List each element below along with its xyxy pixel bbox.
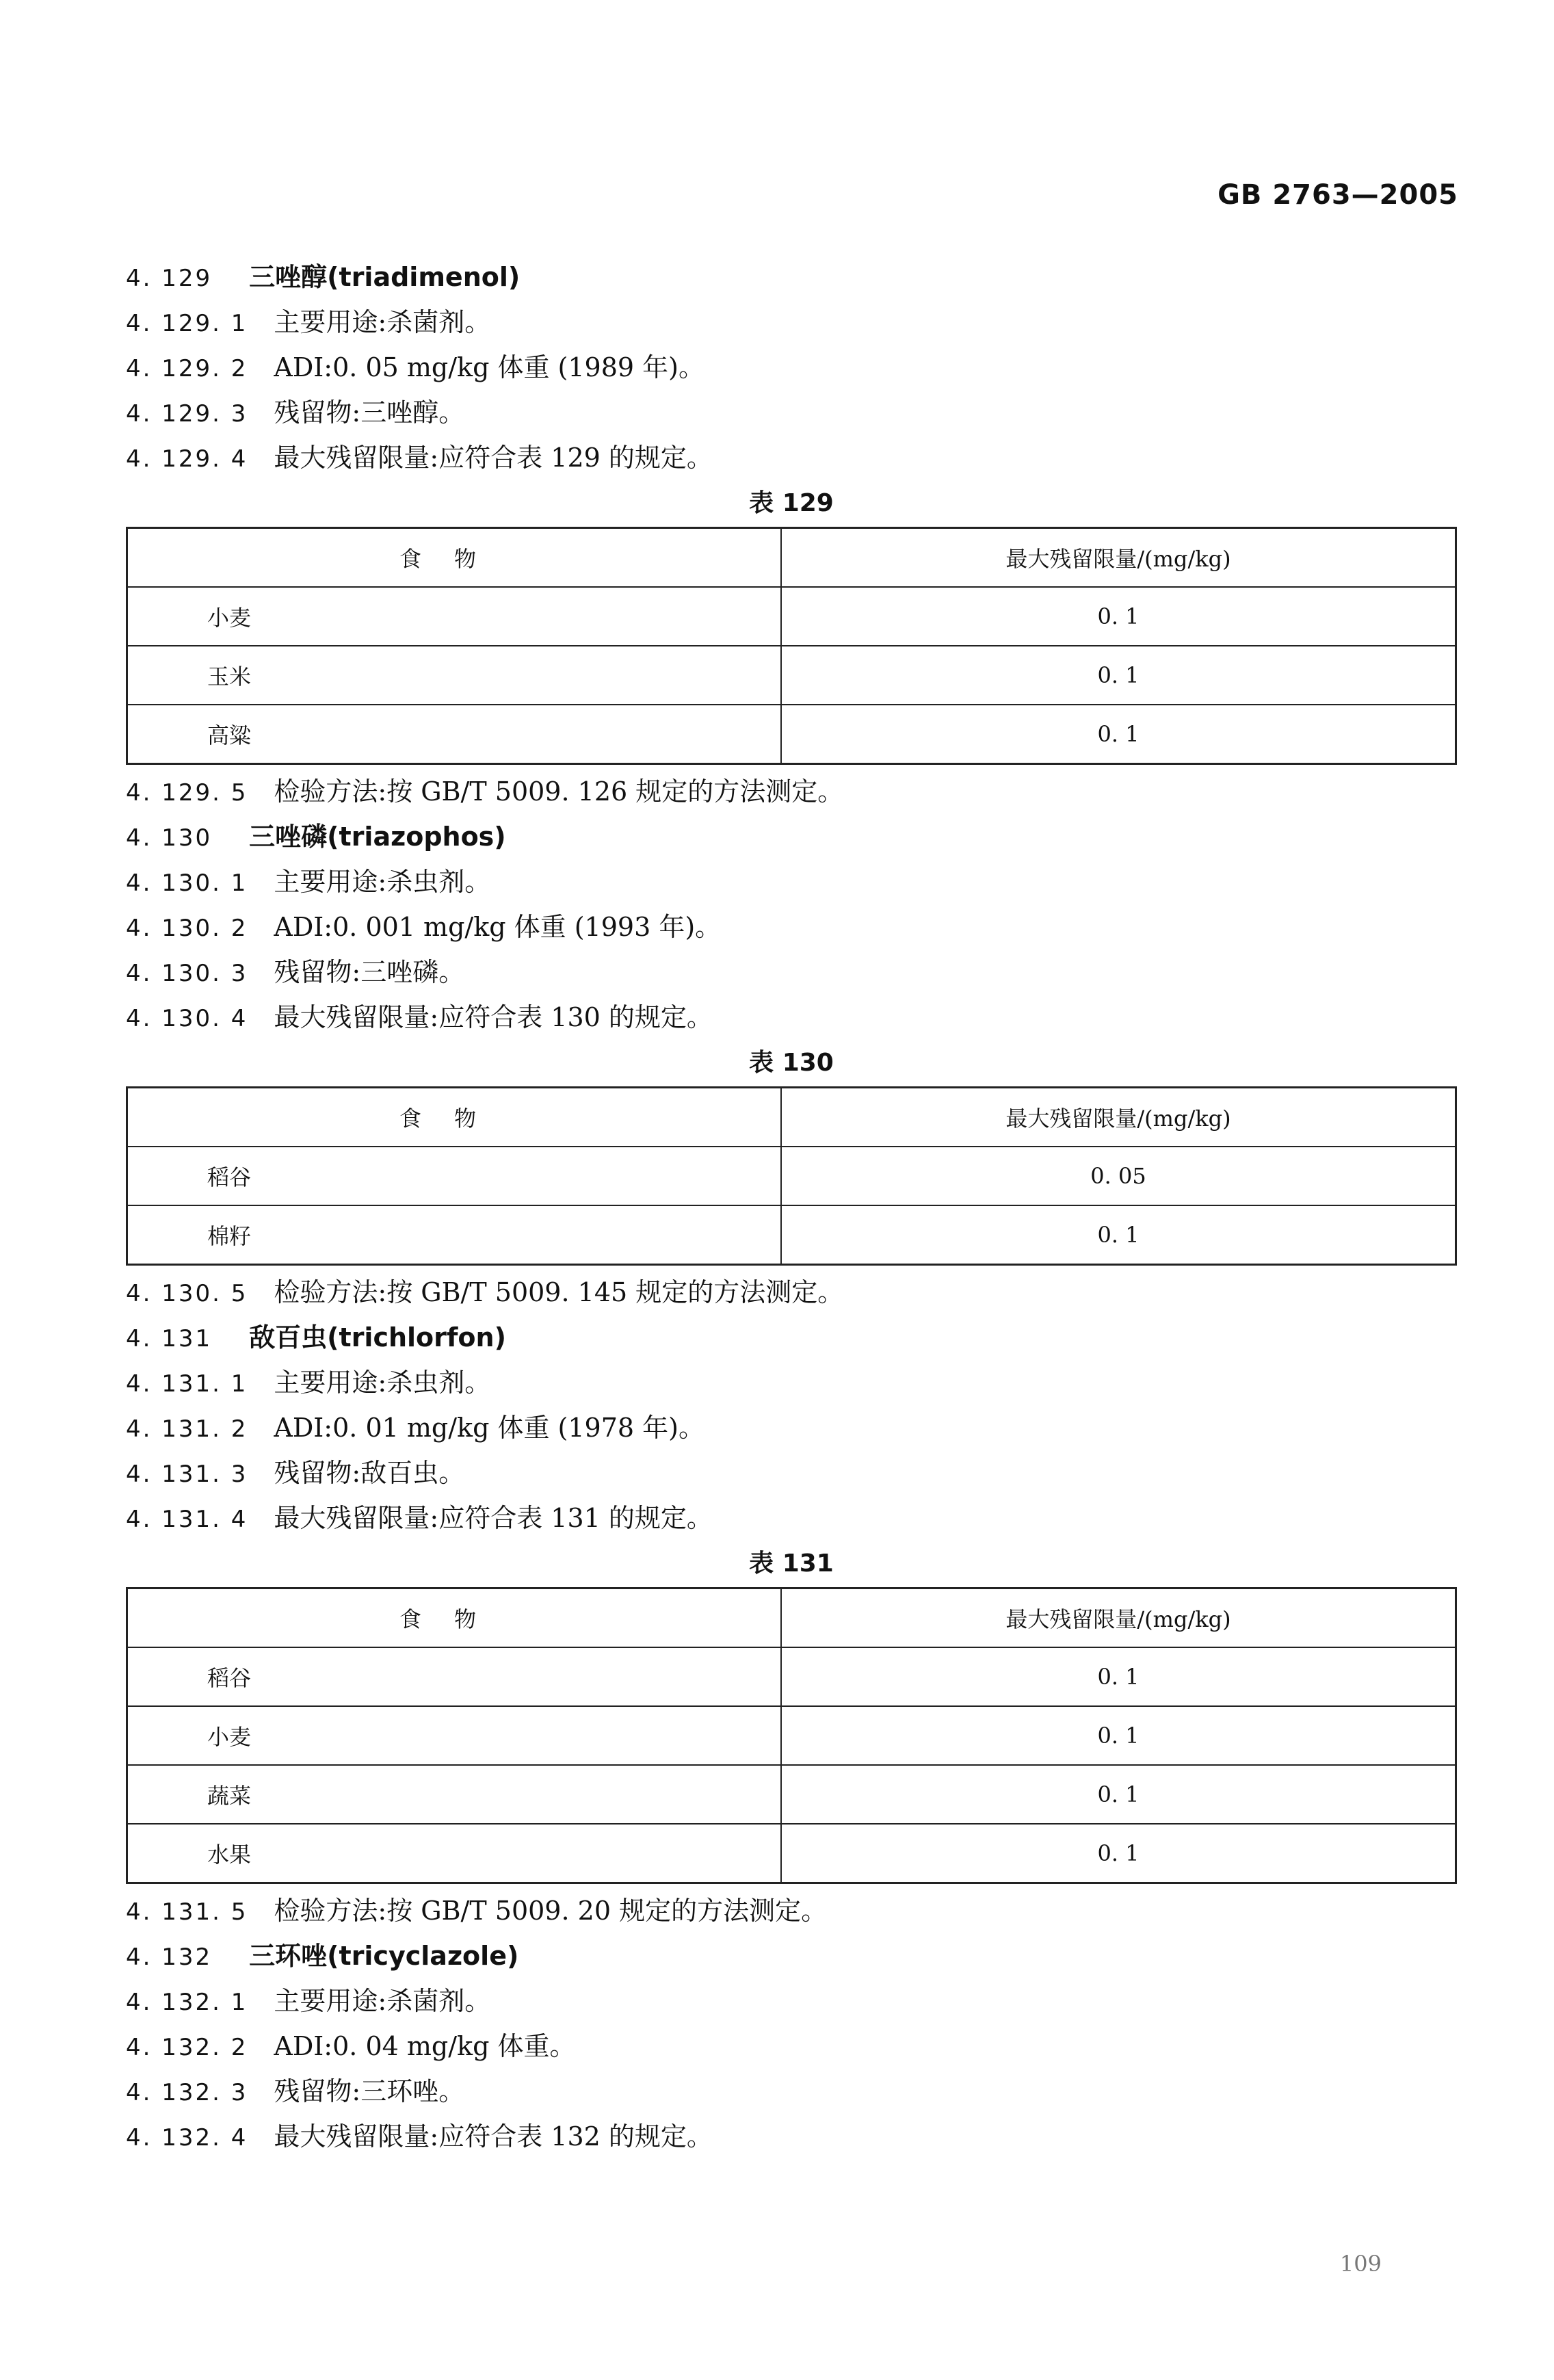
limit-cell: 0. 1	[781, 1647, 1456, 1706]
section-title: 三唑醇(triadimenol)	[249, 262, 521, 292]
clause-text: 主要用途:杀虫剂。	[274, 867, 491, 897]
clause-line	[126, 859, 1457, 904]
clause-text: ADI:0. 001 mg/kg 体重 (1993 年)。	[274, 912, 722, 942]
section-heading	[126, 1315, 1457, 1360]
table-row	[127, 587, 1456, 646]
clause-text: 最大残留限量:应符合表 130 的规定。	[274, 1002, 713, 1032]
clause-number: 4. 132. 3	[126, 2079, 248, 2106]
clause-number: 4. 131. 5	[126, 1898, 248, 1926]
clause-number: 4. 130	[126, 824, 213, 852]
clause-text: 最大残留限量:应符合表 132 的规定。	[274, 2121, 713, 2152]
document-body	[126, 254, 1457, 2159]
clause-line	[126, 300, 1457, 345]
food-cell: 小麦	[127, 587, 782, 646]
header-limit: 最大残留限量/(mg/kg)	[781, 528, 1456, 588]
clause-number: 4. 130. 5	[126, 1280, 248, 1307]
residue-limit-table	[126, 1587, 1457, 1884]
clause-line	[126, 1360, 1457, 1405]
clause-number: 4. 130. 4	[126, 1005, 248, 1032]
clause-number: 4. 131	[126, 1325, 213, 1352]
clause-number: 4. 130. 3	[126, 960, 248, 987]
header-limit: 最大残留限量/(mg/kg)	[781, 1088, 1456, 1147]
limit-cell: 0. 1	[781, 1765, 1456, 1824]
clause-number: 4. 129. 4	[126, 445, 248, 473]
section-title: 三环唑(tricyclazole)	[249, 1941, 519, 1971]
clause-number: 4. 129	[126, 265, 213, 292]
clause-text: 主要用途:杀菌剂。	[274, 307, 491, 337]
table-header-row	[127, 1088, 1456, 1147]
table-row	[127, 1647, 1456, 1706]
table-row	[127, 1824, 1456, 1883]
residue-limit-table	[126, 1086, 1457, 1266]
table-caption: 表 129	[749, 489, 834, 517]
section-title: 敌百虫(trichlorfon)	[249, 1322, 506, 1352]
clause-text: 检验方法:按 GB/T 5009. 145 规定的方法测定。	[274, 1277, 844, 1307]
section-heading	[126, 1933, 1457, 1978]
standard-code: GB 2763—2005	[1217, 179, 1458, 211]
clause-line	[126, 950, 1457, 995]
table-row	[127, 705, 1456, 764]
page-number: 109	[1339, 2251, 1382, 2277]
clause-line	[126, 2114, 1457, 2159]
clause-number: 4. 132. 2	[126, 2034, 248, 2061]
limit-cell: 0. 1	[781, 705, 1456, 764]
table-row	[127, 1706, 1456, 1765]
table-row	[127, 646, 1456, 705]
clause-text: 检验方法:按 GB/T 5009. 126 规定的方法测定。	[274, 776, 844, 807]
header-food: 食物	[127, 1588, 782, 1648]
clause-line	[126, 2069, 1457, 2114]
clause-number: 4. 131. 3	[126, 1461, 248, 1488]
clause-text: 残留物:三唑醇。	[274, 397, 465, 428]
clause-number: 4. 129. 5	[126, 779, 248, 807]
header-food: 食物	[127, 528, 782, 588]
clause-number: 4. 130. 1	[126, 869, 248, 897]
clause-number: 4. 132. 1	[126, 1989, 248, 2016]
clause-text: 残留物:敌百虫。	[274, 1458, 465, 1488]
food-cell: 玉米	[127, 646, 782, 705]
limit-cell: 0. 1	[781, 587, 1456, 646]
clause-line	[126, 1270, 1457, 1315]
clause-text: 最大残留限量:应符合表 129 的规定。	[274, 443, 713, 473]
clause-line	[126, 435, 1457, 480]
header-limit: 最大残留限量/(mg/kg)	[781, 1588, 1456, 1648]
clause-line	[126, 904, 1457, 950]
table-caption: 表 131	[749, 1549, 834, 1578]
food-cell: 小麦	[127, 1706, 782, 1765]
clause-line	[126, 1978, 1457, 2024]
clause-text: 检验方法:按 GB/T 5009. 20 规定的方法测定。	[274, 1896, 828, 1926]
section-heading	[126, 814, 1457, 859]
clause-text: ADI:0. 01 mg/kg 体重 (1978 年)。	[274, 1413, 704, 1443]
food-cell: 高粱	[127, 705, 782, 764]
clause-text: 残留物:三唑磷。	[274, 957, 465, 987]
food-cell: 蔬菜	[127, 1765, 782, 1824]
header-food: 食物	[127, 1088, 782, 1147]
clause-text: 最大残留限量:应符合表 131 的规定。	[274, 1503, 713, 1533]
clause-line	[126, 995, 1457, 1040]
limit-cell: 0. 1	[781, 1205, 1456, 1265]
table-row	[127, 1205, 1456, 1265]
clause-line	[126, 390, 1457, 435]
clause-line	[126, 345, 1457, 390]
section-heading	[126, 254, 1457, 300]
limit-cell: 0. 1	[781, 646, 1456, 705]
table-row	[127, 1147, 1456, 1205]
clause-number: 4. 132	[126, 1944, 213, 1971]
clause-line	[126, 1450, 1457, 1495]
clause-number: 4. 129. 1	[126, 310, 248, 337]
clause-text: ADI:0. 04 mg/kg 体重。	[274, 2031, 576, 2061]
food-cell: 棉籽	[127, 1205, 782, 1265]
clause-text: ADI:0. 05 mg/kg 体重 (1989 年)。	[274, 352, 704, 382]
clause-text: 残留物:三环唑。	[274, 2076, 465, 2106]
clause-number: 4. 132. 4	[126, 2124, 248, 2152]
clause-line	[126, 1405, 1457, 1450]
clause-line	[126, 769, 1457, 814]
clause-text: 主要用途:杀菌剂。	[274, 1986, 491, 2016]
limit-cell: 0. 05	[781, 1147, 1456, 1205]
table-row	[127, 1765, 1456, 1824]
food-cell: 水果	[127, 1824, 782, 1883]
residue-limit-table	[126, 527, 1457, 765]
clause-line	[126, 1495, 1457, 1541]
clause-line	[126, 1888, 1457, 1933]
clause-number: 4. 129. 3	[126, 400, 248, 428]
table-header-row	[127, 1588, 1456, 1648]
clause-text: 主要用途:杀虫剂。	[274, 1368, 491, 1398]
clause-number: 4. 129. 2	[126, 355, 248, 382]
limit-cell: 0. 1	[781, 1706, 1456, 1765]
limit-cell: 0. 1	[781, 1824, 1456, 1883]
food-cell: 稻谷	[127, 1647, 782, 1706]
clause-number: 4. 131. 1	[126, 1370, 248, 1398]
food-cell: 稻谷	[127, 1147, 782, 1205]
clause-number: 4. 131. 4	[126, 1506, 248, 1533]
clause-number: 4. 131. 2	[126, 1415, 248, 1443]
clause-line	[126, 2024, 1457, 2069]
table-caption: 表 130	[749, 1049, 834, 1077]
table-header-row	[127, 528, 1456, 588]
section-title: 三唑磷(triazophos)	[249, 822, 506, 852]
clause-number: 4. 130. 2	[126, 915, 248, 942]
